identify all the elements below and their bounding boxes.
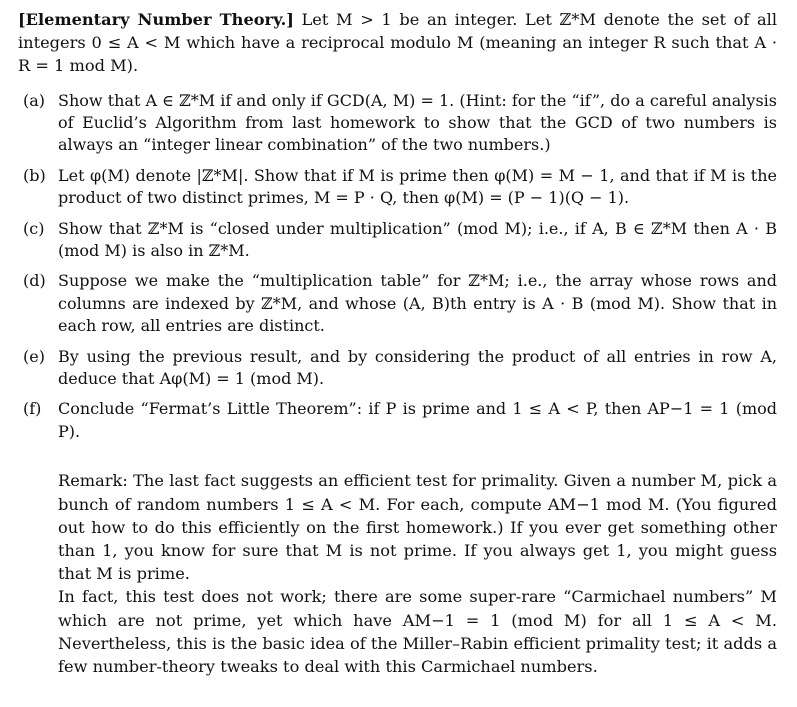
problem-text: By using the previous result, and by considering the product of all entries in row A, deduce that Aφ(M) = 1 (mod M). bbox=[58, 346, 777, 389]
problem-text: Suppose we make the “multiplication table” for ℤ*M; i.e., the array whose rows and columns are indexed by ℤ*M, and whose (A, B)th entry is A · B (mod M). Show that in each row, all entries are distinct. bbox=[58, 271, 777, 336]
problem-item bbox=[18, 346, 777, 391]
remark-section bbox=[58, 469, 777, 678]
remark-paragraph: In fact, this test does not work; there are some super-rare “Carmichael numbers” M which are not prime, yet which have AM−1 = 1 (mod M) for all 1 ≤ A < M. Nevertheless, this is the basic idea of the Miller–Rabin efficient primality test; it adds a few number-theory tweaks to deal with this Carmichael numbers. bbox=[58, 587, 777, 676]
problem-item bbox=[18, 398, 777, 443]
problem-item bbox=[18, 165, 777, 210]
problem-label: (d) bbox=[23, 271, 46, 291]
problem-label: (c) bbox=[23, 218, 45, 238]
problem-item bbox=[18, 270, 777, 337]
problem-text: Conclude “Fermat’s Little Theorem”: if P is prime and 1 ≤ A < P, then AP−1 = 1 (mod P). bbox=[58, 399, 777, 441]
intro-text: Let M > 1 be an integer. Let ℤ*M denote the set of all integers 0 ≤ A < M which have a reciprocal modulo M (meaning an integer R such that A · R = 1 mod M). bbox=[18, 10, 777, 76]
problem-list bbox=[18, 90, 777, 444]
intro-paragraph bbox=[18, 8, 777, 78]
problem-label: (b) bbox=[23, 165, 46, 185]
problem-label: (a) bbox=[23, 90, 46, 110]
problem-item bbox=[18, 90, 777, 157]
problem-label: (f) bbox=[23, 399, 42, 419]
problem-text: Show that ℤ*M is “closed under multiplication” (mod M); i.e., if A, B ∈ ℤ*M then A · B (mod M) is also in ℤ*M. bbox=[58, 218, 777, 261]
problem-label: (e) bbox=[23, 346, 45, 366]
problem-text: Let φ(M) denote |ℤ*M|. Show that if M is prime then φ(M) = M − 1, and that if M is the product of two distinct primes, M = P · Q, then φ(M) = (P − 1)(Q − 1). bbox=[58, 165, 777, 208]
problem-item bbox=[18, 218, 777, 263]
remark-paragraph: Remark: The last fact suggests an efficient test for primality. Given a number M, pick a bunch of random numbers 1 ≤ A < M. For each, compute AM−1 mod M. (You figured out how to do this efficiently on the first homework.) If you ever get something other than 1, you know for sure that M is not prime. If you always get 1, you might guess that M is prime. bbox=[58, 471, 777, 584]
problem-text: Show that A ∈ ℤ*M if and only if GCD(A, M) = 1. (Hint: for the “if”, do a careful analysis of Euclid’s Algorithm from last homework to show that the GCD of two numbers is always an “integer linear combination” of the two numbers.) bbox=[58, 90, 777, 155]
section-heading: [Elementary Number Theory.] bbox=[18, 10, 294, 29]
